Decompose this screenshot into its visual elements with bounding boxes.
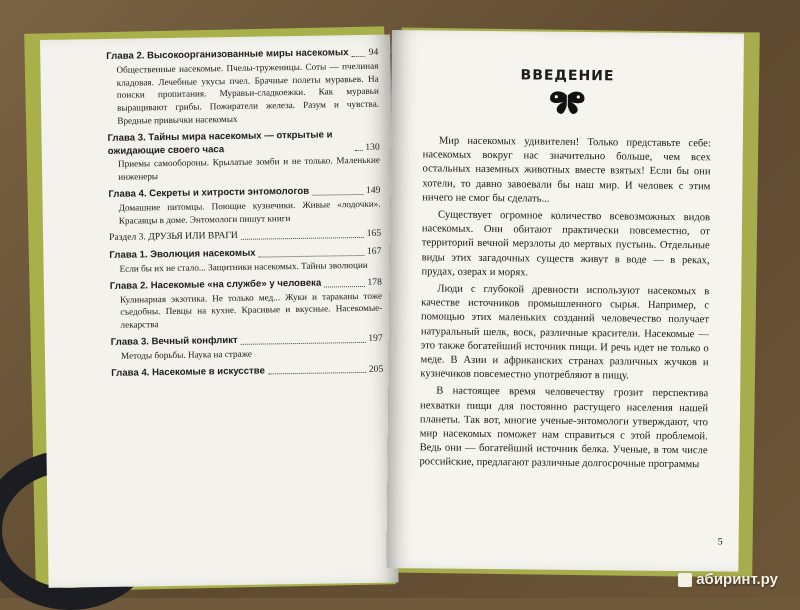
- toc-page: 178: [367, 276, 382, 288]
- toc-desc: Домашние питомцы. Поющие кузнечики. Живые «лодочки». Красавцы в доме. Энтомологи пишут книги: [118, 198, 381, 226]
- toc-entry: [108, 185, 381, 228]
- toc-page: 167: [366, 245, 382, 258]
- toc-desc: Приемы самообороны. Крылатые зомби и не только. Маленькие инженеры: [117, 155, 381, 182]
- toc-title: Глава 4. Насекомые в искусстве: [111, 365, 265, 379]
- toc-section: [109, 228, 381, 245]
- paragraph: В настоящее время человечеству грозит перспектива нехватки пищи для постоянно растущего населения нашей планеты. Так вот, многие ученые-энтомологи утверждают, что мир насекомых поможет нам справиться с этой проблемой. Ведь они — богатейший источник белка. Ученые, в том числе российские, предлагают различные долгосрочные программы: [419, 385, 709, 471]
- toc-entry: [107, 128, 380, 183]
- toc-page: 197: [368, 332, 383, 344]
- right-page: [386, 30, 744, 572]
- left-page: [40, 35, 399, 588]
- toc-page: 94: [368, 46, 379, 58]
- toc-title: Глава 3. Тайны мира насекомых — открытые и ожидающие своего часа: [107, 129, 333, 157]
- toc-page: 165: [366, 228, 382, 240]
- toc-desc: Методы борьбы. Наука на страже: [120, 348, 253, 361]
- paragraph: Люди с глубокой древности используют насекомых в качестве источников промышленного сырья. Например, с помощью этих маленьких созданий человечество получает натуральный шелк, воск, различные красители. Насекомые — это также богатейший источник пищи. И речь идет не только о меде. В Азии и африканских странах различных жучков и кузнечиков повсеместно употребляют в пищу.: [420, 283, 710, 382]
- table-of-contents: [106, 47, 383, 386]
- toc-title: Глава 4. Секреты и хитрости энтомологов: [108, 185, 310, 200]
- watermark-text: абиринт.ру: [696, 571, 778, 588]
- toc-entry: [111, 333, 383, 363]
- toc-entry: [106, 47, 379, 128]
- toc-desc: Если бы их не стало... Защитники насекомых. Тайны эволюции: [119, 259, 368, 274]
- toc-entry: [110, 276, 383, 331]
- paragraph: Мир насекомых удивителен! Только представьте себе: насекомых вокруг нас значительно больше, чем всех остальных наземных животных вместе взятых! Если бы они хотели, то давно завоевали бы наш мир. И человек с этим ничего не смог бы сделать...: [422, 135, 711, 205]
- introduction: [419, 66, 711, 476]
- toc-entry: [109, 246, 381, 276]
- butterfly-icon: [546, 90, 588, 116]
- toc-title: Глава 2. Высокоорганизованные миры насекомых: [106, 47, 349, 62]
- toc-title: Глава 1. Эволюция насекомых: [109, 247, 256, 262]
- toc-page: 130: [365, 141, 380, 153]
- toc-entry: [111, 363, 383, 380]
- chapter-heading: ВВЕДЕНИЕ: [520, 67, 615, 85]
- toc-title: Раздел 3. ДРУЗЬЯ ИЛИ ВРАГИ: [109, 230, 238, 244]
- toc-title: Глава 3. Вечный конфликт: [110, 334, 238, 348]
- toc-title: Глава 2. Насекомые «на службе» у человека: [109, 277, 322, 292]
- watermark-logo-icon: [678, 573, 692, 587]
- toc-desc: Кулинарная экзотика. Не только мед... Жуки и тараканы тоже съедобны. Певцы на кухне. Красивые и вкусные. Насекомые-лекарства: [120, 290, 383, 330]
- toc-desc: Общественные насекомые. Пчелы-труженицы. Соты — пчелиная кладовая. Лечебные укусы пчел. Брачные полеты муравьев. На поиски пропитания. Муравьи-сладкоежки. Как муравьи выращивают грибы. Пожиратели железа. Разум и чувства. Вредные привычки насекомых: [116, 60, 380, 126]
- paragraph: Существует огромное количество всевозможных видов насекомых. Они обитают практически повсеместно, от территорий вечной мерзлоты до мертвых пустынь. Отдельные виды этих загадочных существ живут в воде — в реках, прудах, озерах и морях.: [421, 209, 711, 279]
- toc-page: 149: [365, 184, 381, 196]
- page-number: 5: [717, 536, 723, 548]
- watermark: [678, 571, 778, 588]
- toc-page: 205: [368, 363, 384, 375]
